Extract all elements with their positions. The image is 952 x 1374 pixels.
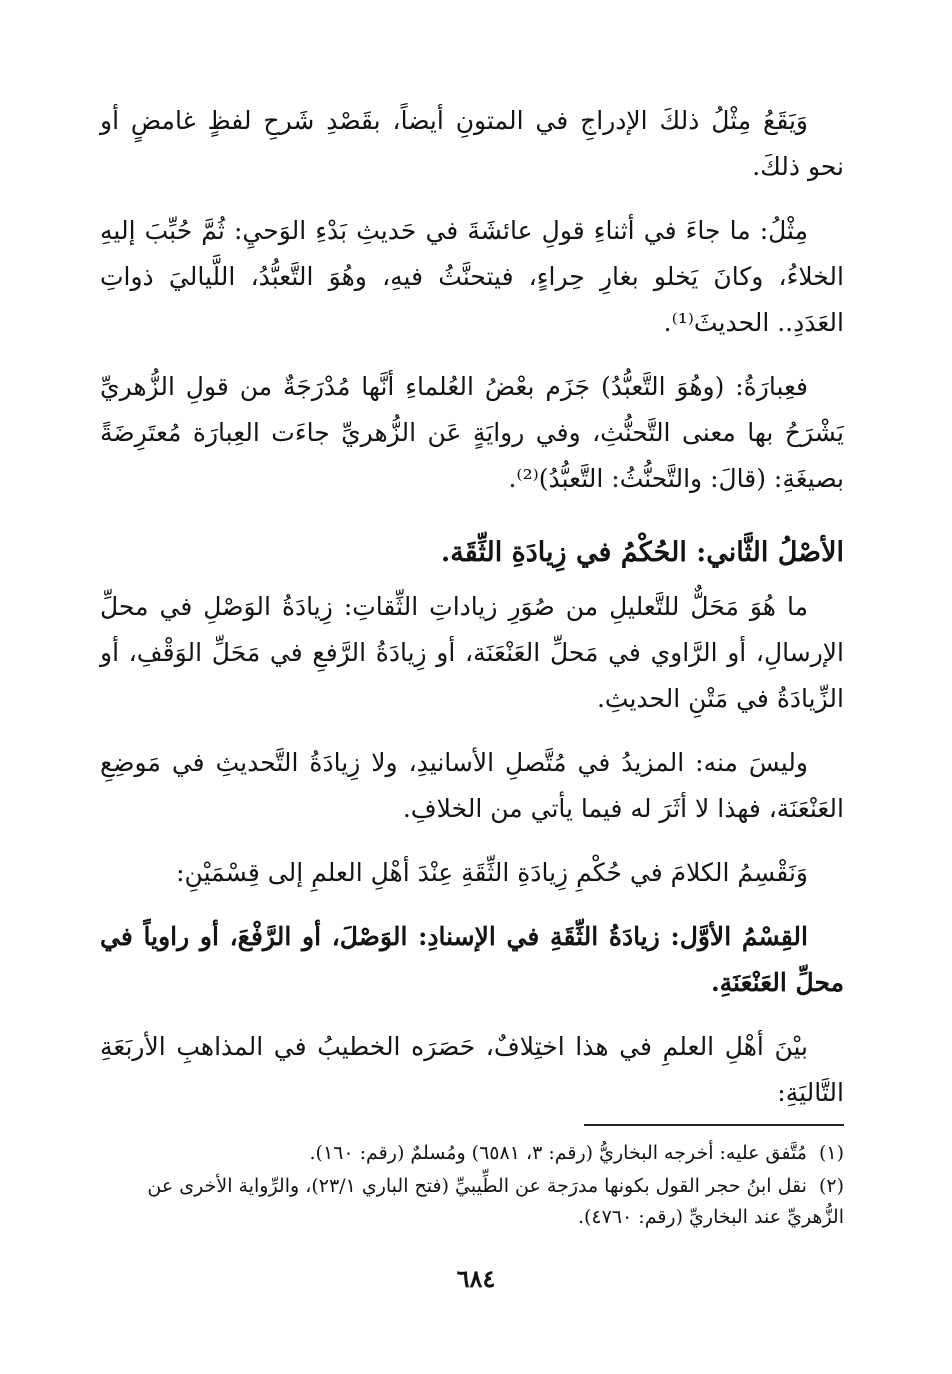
footnote-text: مُتَّفق عليه: أخرجه البخاريُّ (رقم: ٣، ٦٥٨١) ومُسلمٌ (رقم: ١٦٠).	[309, 1142, 807, 1164]
paragraph-idraj-in-texts: وَيَقَعُ مِثْلُ ذلكَ الإدراجِ في المتونِ أيضاً، بقَصْدِ شَرحِ لفظٍ غامضٍ أو نحو ذلكَ.	[100, 106, 844, 181]
paragraph-first-section: القِسْمُ الأوَّل: زيادَةُ الثِّقَةِ في الإسنادِ: الوَصْلَ، أو الرَّفْعَ، أو راوياً في محلِّ العَنْعَنَةِ.	[100, 922, 844, 997]
footnote-text: نقل ابنُ حجر القول بكونها مدرَجة عن الطِّيبيِّ (فتح الباري ٢٣/١)، والرِّواية الأخرى عن الزُّهريِّ عند البخاريِّ (رقم: ٤٧٦٠).	[147, 1175, 844, 1228]
footnotes	[100, 1138, 844, 1235]
page-number: ٦٨٤	[456, 1264, 496, 1293]
paragraph-ziyadat-thiqat: ما هُوَ مَحَلٌّ للتَّعليلِ من صُوَرِ زياداتِ الثِّقاتِ: زِيادَةُ الوَصْلِ في محلِّ الإرسالِ، أو الرَّاوي في مَحلِّ العَنْعَنَة، أو زِيادَةُ الرَّفعِ في مَحَلِّ الوَقْفِ، أو الزِّيادَةُ في مَتْنِ الحديثِ.	[100, 592, 844, 713]
footnote-number: (١)	[818, 1142, 844, 1164]
footnote-divider	[584, 1124, 844, 1126]
paragraph-closing: بيْنَ أهْلِ العلمِ في هذا اختِلافٌ، حَصَرَه الخطيبُ في المذاهبِ الأربَعَةِ التَّاليَةِ:	[100, 1032, 844, 1107]
footnote-2	[100, 1171, 844, 1233]
section-heading: الأصْلُ الثَّاني: الحُكْمُ في زِيادَةِ الثِّقَة.	[440, 537, 844, 568]
paragraph-exclusions: وليسَ منه: المزيدُ في مُتَّصلِ الأسانيدِ، ولا زِيادَةُ التَّحديثِ في مَوضِعِ العَنْعَنَة، فهذا لا أثَرَ له فيما يأتي من الخلافِ.	[100, 748, 844, 823]
footnote-number: (٢)	[818, 1175, 844, 1197]
paragraph-tahannuth-explanation: فعِبارَةُ: (وهُوَ التَّعبُّدُ) جَزَم بعْضُ العُلماءِ أنَّها مُدْرَجَةٌ من قولِ الزُّهريِّ يَشْرَحُ بها معنى التَّحنُّثِ، وفي روايَةٍ عَن الزُّهريِّ جاءَت العِبارَة مُعتَرِضَةً بصيغَةِ: (قالَ: والتَّحنُّثُ: التَّعبُّدُ)⁽²⁾.	[100, 372, 844, 493]
paragraph-division: وَنَقْسِمُ الكلامَ في حُكْمِ زِيادَةِ الثِّقَةِ عِنْدَ أهْلِ العلمِ إلى قِسْمَيْنِ:	[176, 858, 808, 887]
paragraph-example-aisha: مِثْلُ: ما جاءَ في أثناءِ قولِ عائشَةَ في حَديثِ بَدْءِ الوَحيِ: ثُمَّ حُبِّبَ إليهِ الخلاءُ، وكانَ يَخلو بغارِ حِراءٍ، فيتحنَّثُ فيهِ، وهُوَ التَّعبُّدُ، اللَّياليَ ذواتِ العَدَدِ.. الحديثَ⁽¹⁾.	[100, 216, 844, 337]
footnote-1	[100, 1138, 844, 1169]
page-body	[100, 98, 844, 1134]
